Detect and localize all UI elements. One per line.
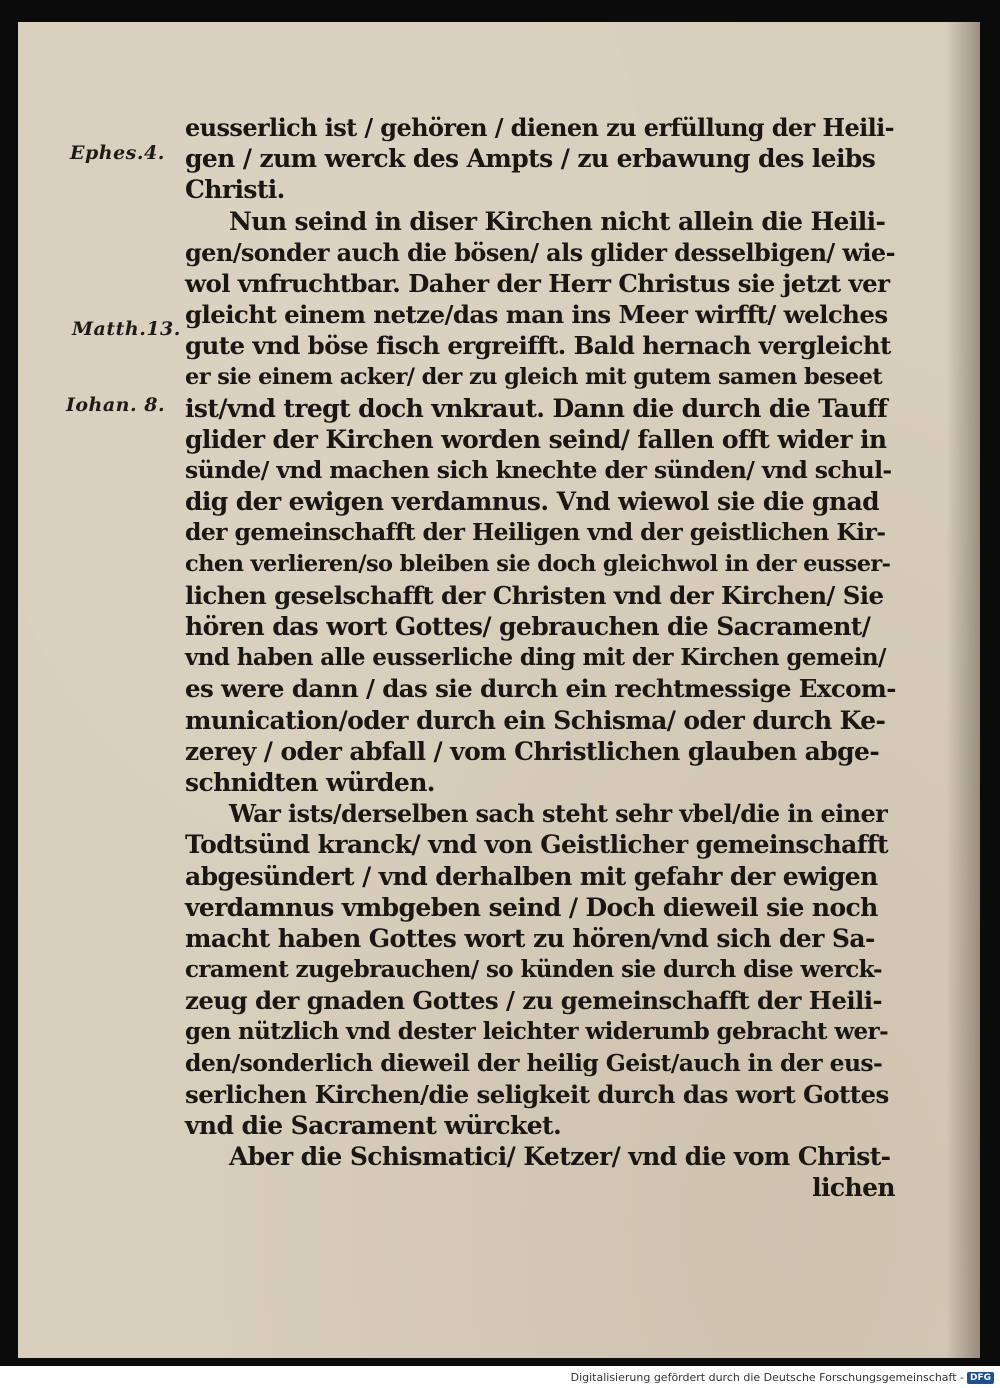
text-line: macht haben Gottes wort zu hören/vnd sich der Sa-	[185, 923, 875, 953]
digitization-footer	[571, 1371, 994, 1384]
text-line: munication/oder durch ein Schisma/ oder durch Ke-	[185, 705, 886, 735]
dfg-logo: DFG	[967, 1372, 994, 1384]
text-line: gute vnd böse fisch ergreifft. Bald hernach vergleicht	[185, 331, 891, 361]
text-line: sünde/ vnd machen sich knechte der sünden/ vnd schul-	[185, 456, 892, 485]
margin-note-ephes: Ephes.4.	[70, 142, 165, 164]
text-line: gleicht einem netze/das man ins Meer wirfft/ welches	[185, 300, 888, 330]
text-line: zerey / oder abfall / vom Christlichen glauben abge-	[185, 736, 880, 766]
text-line: dig der ewigen verdamnus. Vnd wiewol sie die gnad	[185, 487, 879, 517]
text-line: crament zugebrauchen/ so künden sie durch dise werck-	[185, 956, 882, 984]
text-line: zeug der gnaden Gottes / zu gemeinschafft der Heili-	[185, 986, 883, 1016]
text-line: chen verlieren/so bleiben sie doch gleichwol in der eusser-	[185, 550, 891, 577]
text-line: es were dann / das sie durch ein rechtmessige Excom-	[185, 674, 896, 704]
text-line: wol vnfruchtbar. Daher der Herr Christus sie jetzt ver	[185, 268, 890, 298]
text-line: vnd haben alle eusserliche ding mit der Kirchen gemein/	[185, 644, 886, 672]
text-line: vnd die Sacrament würcket.	[185, 1111, 562, 1140]
text-line: Nun seind in diser Kirchen nicht allein die Heili-	[229, 206, 886, 236]
text-line: ist/vnd tregt doch vnkraut. Dann die durch die Tauff	[185, 393, 888, 423]
text-line: glider der Kirchen worden seind/ fallen offt wider in	[185, 424, 887, 454]
margin-note-matth: Matth.13.	[72, 318, 181, 340]
text-line: Todtsünd kranck/ vnd von Geistlicher gemeinschafft	[185, 830, 888, 860]
text-line: abgesündert / vnd derhalben mit gefahr der ewigen	[185, 861, 878, 891]
text-line: gen / zum werck des Ampts / zu erbawung des leibs	[185, 144, 876, 174]
text-line: gen/sonder auch die bösen/ als glider desselbigen/ wie-	[185, 237, 895, 267]
margin-note-iohan: Iohan. 8.	[66, 394, 166, 416]
text-line: Aber die Schismatici/ Ketzer/ vnd die vom Christ-	[229, 1142, 891, 1172]
page-gutter-shadow	[946, 22, 980, 1358]
text-line: der gemeinschafft der Heiligen vnd der geistlichen Kir-	[185, 518, 886, 547]
text-line: serlichen Kirchen/die seligkeit durch das wort Gottes	[185, 1079, 889, 1109]
text-line: eusserlich ist / gehören / dienen zu erfüllung der Heili-	[185, 113, 895, 142]
text-line: hören das wort Gottes/ gebrauchen die Sacrament/	[185, 612, 871, 641]
footer-text: Digitalisierung gefördert durch die Deutsche Forschungsgemeinschaft -	[570, 1371, 964, 1384]
body-text	[185, 112, 895, 1204]
text-line: den/sonderlich dieweil der heilig Geist/auch in der eus-	[185, 1048, 883, 1077]
text-line: gen nützlich vnd dester leichter widerumb gebracht wer-	[185, 1018, 889, 1046]
text-line: War ists/derselben sach steht sehr vbel/die in einer	[229, 799, 888, 829]
text-line: schnidten würden.	[185, 767, 435, 797]
text-line: er sie einem acker/ der zu gleich mit gutem samen beseet	[185, 363, 883, 390]
text-line: verdamnus vmbgeben seind / Doch dieweil sie noch	[185, 892, 878, 922]
text-line: lichen geselschafft der Christen vnd der Kirchen/ Sie	[185, 580, 884, 610]
text-line: Christi.	[185, 175, 285, 205]
catchword: lichen	[812, 1173, 895, 1203]
